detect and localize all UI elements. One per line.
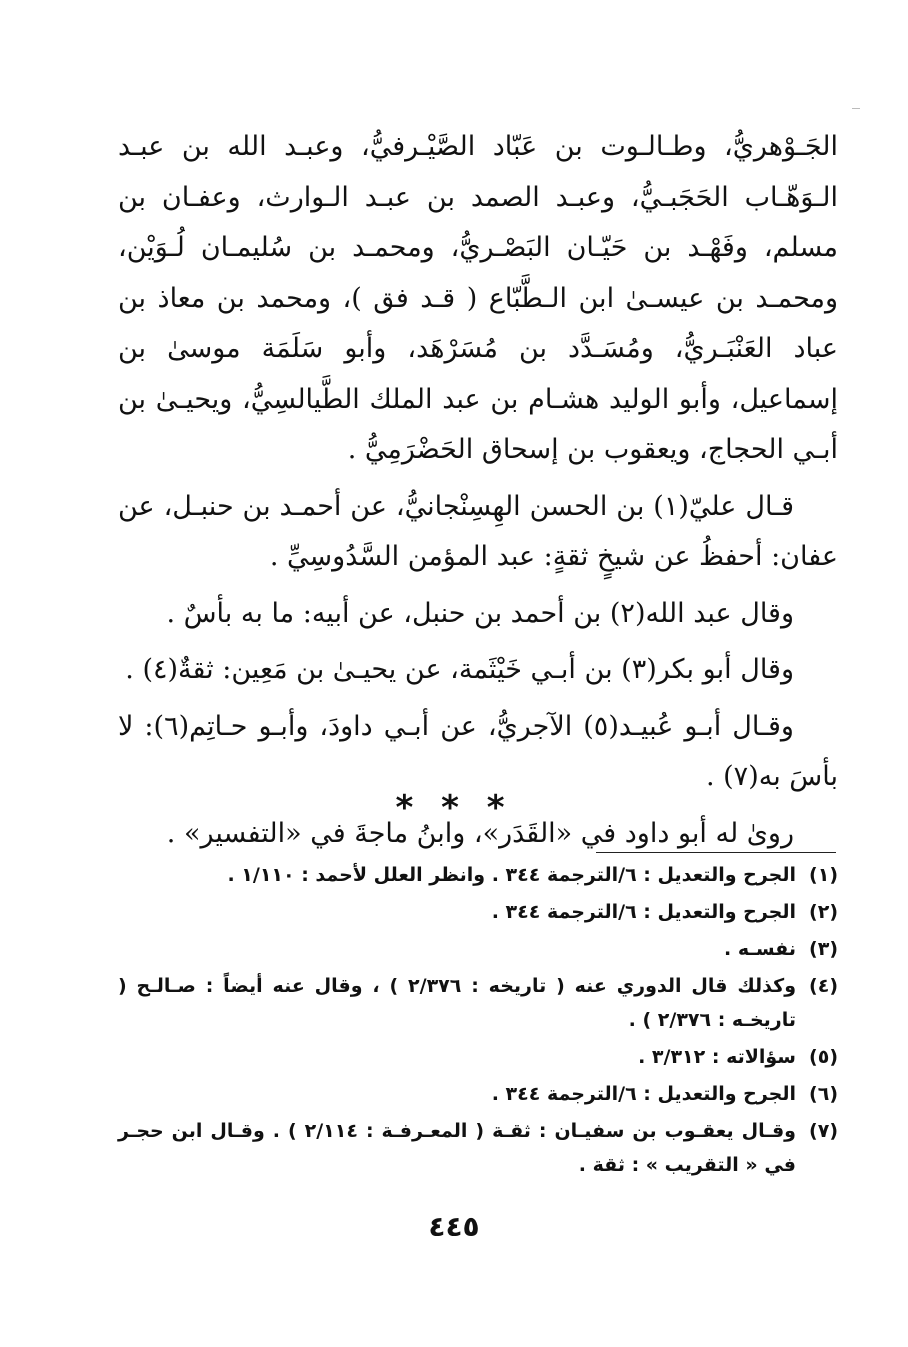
- footnote-number: (١): [809, 864, 838, 886]
- footnote-rule: [596, 852, 836, 853]
- footnote-2: [118, 895, 838, 929]
- footnotes: [118, 858, 838, 1185]
- main-text: [118, 122, 838, 859]
- footnote-text: وكذلك قال الدوري عنه ( تاريخه : ٢/٣٧٦ ) ، وقال عنه أيضاً : صـالـح ( تاريخـه : ٢/٣٧٦ ) .: [118, 975, 796, 1031]
- footnote-3: [118, 932, 838, 966]
- footnote-5: [118, 1040, 838, 1074]
- section-separator: * * *: [395, 788, 513, 828]
- footnote-text: وقـال يعقـوب بن سفيـان : ثقـة ( المعـرفـة : ٢/١١٤ ) . وقـال ابن حجـر في « التقريب » : ثقة .: [118, 1120, 796, 1176]
- page-number: ٤٤٥: [428, 1210, 480, 1243]
- footnote-number: (٥): [809, 1046, 838, 1068]
- footnote-text: نفسـه .: [724, 938, 796, 960]
- paragraph-abu-bakr: وقال أبو بكر(٣) بن أبـي خَيْثَمة، عن يحيـىٰ بن مَعِين: ثقةٌ(٤) .: [125, 654, 794, 685]
- footnote-number: (٦): [809, 1083, 838, 1105]
- footnote-number: (٢): [809, 901, 838, 923]
- paragraph-narrators: الجَـوْهريُّ، وطـالـوت بن عَبّاد الصَّيْـرفيُّ، وعبـد الله بن عبـد الـوَهّـاب الحَجَبـيُّ، وعبـد الصمد بن عبـد الـوارث، وعفـان بن مسلم، وفَهْـد بن حَيّـان البَصْـريُّ، ومحمـد بن سُليمـان لُـوَيْن، ومحمـد بن عيسـىٰ ابن الـطَّبّاع ( قـد فق )، ومحمد بن معاذ بن عباد العَنْبَـريُّ، ومُسَـدَّد بن مُسَرْهَد، وأبو سَلَمَة موسىٰ بن إسماعيل، وأبو الوليد هشـام بن عبد الملك الطَّيالسِيُّ، ويحيـىٰ بن أبـي الحجاج، ويعقوب بن إسحاق الحَضْرَمِيُّ .: [118, 131, 838, 465]
- footnote-text: سؤالاته : ٣/٣١٢ .: [638, 1046, 796, 1068]
- footnote-7: [118, 1114, 838, 1182]
- footnote-text: الجرح والتعديل : ٦/الترجمة ٣٤٤ .: [491, 901, 796, 923]
- paragraph-ali: قـال عليّ(١) بن الحسن الهِسِنْجانيُّ، عن أحمـد بن حنبـل، عن عفان: أحفظُ عن شيخٍ ثقةٍ: عبد المؤمن السَّدُوسِيِّ .: [118, 490, 838, 572]
- paragraph-abdullah: وقال عبد الله(٢) بن أحمد بن حنبل، عن أبيه: ما به بأسٌ .: [166, 597, 794, 629]
- margin-mark: [852, 108, 860, 109]
- paragraph-abu-ubaid: وقـال أبـو عُبيـد(٥) الآجريُّ، عن أبـي داودَ، وأبـو حـاتِم(٦): لا بأسَ به(٧) .: [118, 710, 838, 792]
- footnote-6: [118, 1077, 838, 1111]
- paragraph-riwaya: روىٰ له أبو داود في «القَدَر»، وابنُ ماجةَ في «التفسير» .: [166, 817, 794, 849]
- footnote-number: (٤): [809, 975, 838, 997]
- footnote-number: (٧): [809, 1120, 838, 1142]
- footnote-4: [118, 969, 838, 1037]
- footnote-1: [118, 858, 838, 892]
- footnote-number: (٣): [809, 938, 838, 960]
- footnote-text: الجرح والتعديل : ٦/الترجمة ٣٤٤ . وانظر العلل لأحمد : ١/١١٠ .: [227, 864, 796, 886]
- footnote-text: الجرح والتعديل : ٦/الترجمة ٣٤٤ .: [491, 1083, 796, 1105]
